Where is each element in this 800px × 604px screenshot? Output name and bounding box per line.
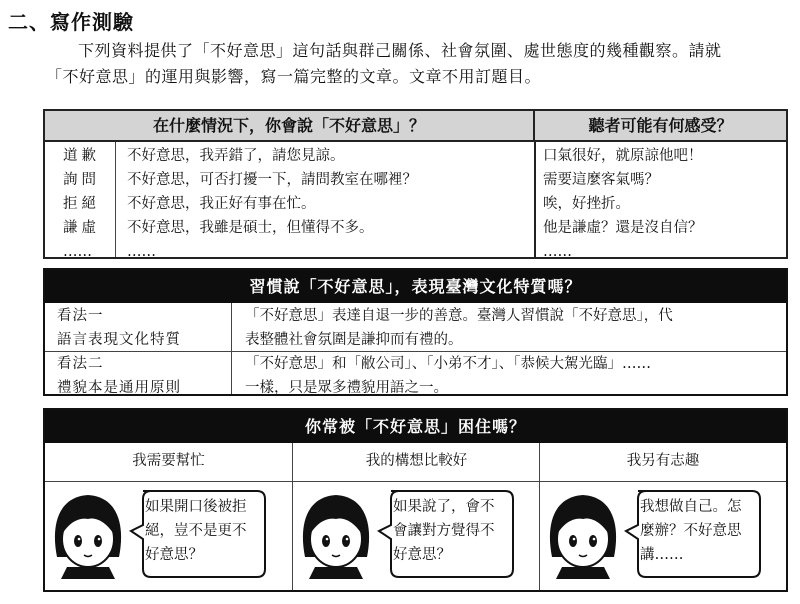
viewpoint-line: 表整體社會氛圍是謙抑而有禮的。 — [245, 332, 463, 348]
speech-line: 我想做自己。怎 — [640, 499, 742, 515]
example-phrase: 不好意思，我正好有事在忙。 — [127, 196, 316, 212]
situations-table — [43, 109, 788, 259]
prompt-text: 下列資料提供了「不好意思」這句話與群己關係、社會氛圍、處世態度的幾種觀察。請就「不好意思」的運用與影響，寫一篇完整的文章。文章不用訂題目。 — [46, 41, 722, 86]
speech-line: 如果開口後被拒 — [145, 499, 247, 515]
column-divider — [115, 142, 116, 257]
speech-text — [640, 495, 758, 567]
dilemma-header: 你常被「不好意思」困住嗎？ — [45, 410, 786, 443]
listener-feeling: 他是謙虛？還是沒自信？ — [543, 220, 703, 236]
situation-type: 道歉 — [63, 148, 100, 164]
viewpoint-title: 禮貌本是通用原則 — [57, 380, 181, 396]
situations-header: 在什麼情況下，你會說「不好意思」？ — [45, 111, 535, 142]
speech-text — [145, 495, 263, 567]
listener-feeling: 需要這麼客氣嗎？ — [543, 172, 659, 188]
situation-type: 謙虛 — [63, 220, 100, 236]
speech-line: 麼辦？不好意思 — [640, 523, 742, 539]
viewpoint-title: 語言表現文化特質 — [57, 332, 181, 348]
example-phrase: …… — [127, 244, 156, 260]
viewpoint-text — [245, 304, 780, 352]
panel-title: 我需要幫忙 — [132, 453, 205, 469]
culture-header: 習慣說「不好意思」，表現臺灣文化特質嗎？ — [45, 270, 786, 303]
example-phrase: 不好意思，我弄錯了，請您見諒。 — [127, 148, 345, 164]
culture-table — [43, 268, 788, 396]
column-divider — [534, 142, 536, 257]
feeling-column — [543, 144, 703, 264]
dilemma-panel — [292, 443, 540, 590]
listener-feeling: 唉，好挫折。 — [543, 196, 630, 212]
girl-face-icon — [297, 487, 375, 579]
viewpoint-line: 一樣，只是眾多禮貌用語之一。 — [245, 380, 448, 396]
prompt-paragraph — [46, 38, 752, 90]
situation-type-column — [63, 144, 100, 264]
speech-line: 絕，豈不是更不 — [145, 523, 247, 539]
speech-line: 講…… — [640, 547, 684, 563]
row-divider — [293, 481, 540, 482]
panel-title: 我另有志趣 — [626, 453, 700, 469]
girl-face-icon — [544, 487, 622, 579]
row-divider — [45, 481, 292, 482]
situation-type: …… — [63, 244, 92, 260]
dilemma-panel — [45, 443, 292, 590]
speech-line: 會讓對方覺得不 — [393, 523, 495, 539]
dilemma-panel — [539, 443, 786, 590]
phrase-column — [127, 144, 417, 264]
viewpoint-line: 「不好意思」表達自退一步的善意。臺灣人習慣說「不好意思」，代 — [245, 308, 673, 324]
row-divider — [540, 481, 786, 482]
viewpoint-number: 看法二 — [57, 356, 104, 372]
viewpoint-text — [245, 352, 780, 400]
listener-feeling: 口氣很好，就原諒他吧！ — [543, 148, 703, 164]
viewpoint-line: 「不好意思」和「敝公司」、「小弟不才」、「恭候大駕光臨」…… — [245, 356, 651, 372]
example-phrase: 不好意思，可否打擾一下，請問教室在哪裡？ — [127, 172, 417, 188]
viewpoint-label — [57, 352, 181, 400]
dilemma-table — [43, 408, 788, 592]
example-phrase: 不好意思，我雖是碩士，但懂得不多。 — [127, 220, 374, 236]
speech-text — [393, 495, 511, 567]
feelings-header: 聽者可能有何感受？ — [535, 111, 786, 142]
situation-type: 拒絕 — [63, 196, 100, 212]
speech-line: 好意思？ — [145, 547, 203, 563]
speech-line: 好意思？ — [393, 547, 451, 563]
section-title: 二、寫作測驗 — [8, 10, 134, 34]
viewpoint-number: 看法一 — [57, 308, 104, 324]
listener-feeling: …… — [543, 244, 572, 260]
panel-title: 我的構想比較好 — [365, 453, 468, 469]
viewpoint-label — [57, 304, 181, 352]
situation-type: 詢問 — [63, 172, 100, 188]
column-divider — [231, 303, 232, 394]
speech-line: 如果說了，會不 — [393, 499, 495, 515]
girl-face-icon — [49, 487, 127, 579]
